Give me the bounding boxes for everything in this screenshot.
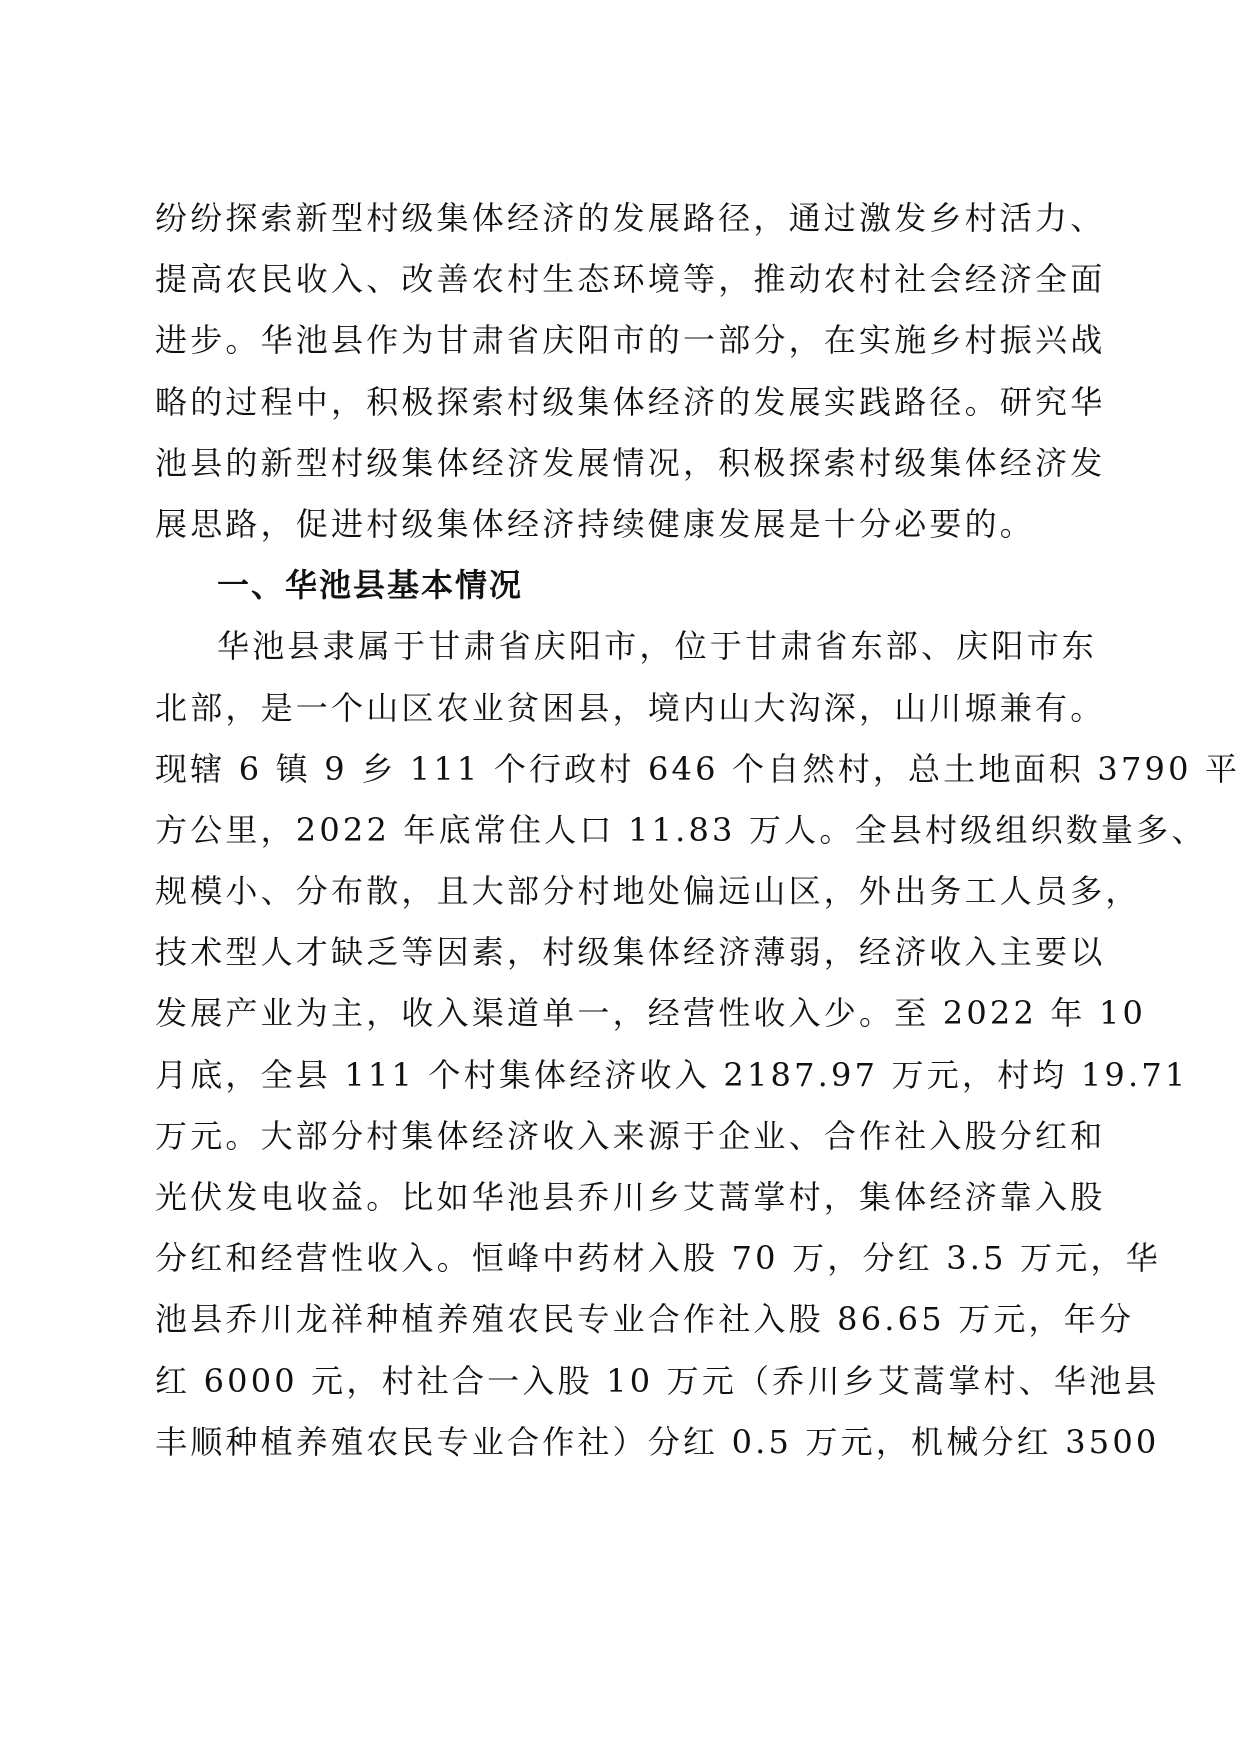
section-heading: 一、华池县基本情况 — [217, 566, 524, 605]
paragraph-line: 万元。大部分村集体经济收入来源于企业、合作社入股分红和 — [155, 1116, 1106, 1155]
paragraph-line: 红 6000 元，村社合一入股 10 万元（乔川乡艾蒿掌村、华池县 — [155, 1361, 1160, 1400]
paragraph-line: 展思路，促进村级集体经济持续健康发展是十分必要的。 — [155, 504, 1036, 543]
paragraph-line: 技术型人才缺乏等因素，村级集体经济薄弱，经济收入主要以 — [155, 933, 1106, 972]
paragraph-line: 丰顺种植养殖农民专业合作社）分红 0.5 万元，机械分红 3500 — [155, 1422, 1160, 1461]
paragraph-line: 池县的新型村级集体经济发展情况，积极探索村级集体经济发 — [155, 443, 1106, 482]
paragraph-line: 规模小、分布散，且大部分村地处偏远山区，外出务工人员多， — [155, 872, 1141, 911]
paragraph-line: 月底，全县 111 个村集体经济收入 2187.97 万元，村均 19.71 — [155, 1055, 1189, 1094]
paragraph-line: 池县乔川龙祥种植养殖农民专业合作社入股 86.65 万元，年分 — [155, 1300, 1135, 1339]
paragraph-line: 进步。华池县作为甘肃省庆阳市的一部分，在实施乡村振兴战 — [155, 321, 1106, 360]
paragraph-line: 华池县隶属于甘肃省庆阳市，位于甘肃省东部、庆阳市东 — [217, 627, 1098, 666]
paragraph-line: 光伏发电收益。比如华池县乔川乡艾蒿掌村，集体经济靠入股 — [155, 1178, 1106, 1216]
paragraph-line: 北部，是一个山区农业贫困县，境内山大沟深，山川塬兼有。 — [155, 688, 1106, 727]
paragraph-line: 略的过程中，积极探索村级集体经济的发展实践路径。研究华 — [155, 382, 1106, 421]
paragraph-line: 方公里，2022 年底常住人口 11.83 万人。全县村级组织数量多、 — [155, 810, 1207, 849]
paragraph-line: 发展产业为主，收入渠道单一，经营性收入少。至 2022 年 10 — [155, 994, 1147, 1033]
paragraph-line: 提高农民收入、改善农村生态环境等，推动农村社会经济全面 — [155, 260, 1106, 299]
paragraph-line: 纷纷探索新型村级集体经济的发展路径，通过激发乡村活力、 — [155, 199, 1106, 237]
body-text — [155, 188, 1240, 1473]
paragraph-line: 分红和经营性收入。恒峰中药材入股 70 万，分红 3.5 万元，华 — [155, 1239, 1161, 1278]
paragraph-line: 现辖 6 镇 9 乡 111 个行政村 646 个自然村，总土地面积 3790 平 — [155, 749, 1240, 788]
